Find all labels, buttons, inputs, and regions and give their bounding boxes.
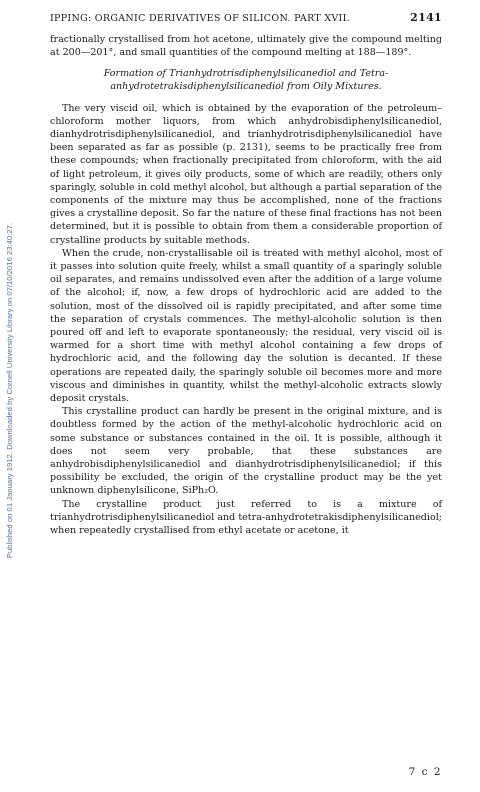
publication-watermark-text: Published on 01 January 1912. Downloaded by Cornell University Library on 07/10/2016 23:40:27. <box>5 222 15 558</box>
paragraph-crystalline-mixture: The crystalline product just referred to is a mixture of trianhydrotrisdiphenylsilicanediol and tetra-anhydrotetrakisdiphenylsilicanediol; when repeatedly crystallised from ethyl acetate or acetone, it <box>50 498 442 537</box>
publication-watermark <box>3 70 17 710</box>
paragraph-viscid-oil: The very viscid oil, which is obtained by the evaporation of the petroleum–chloroform mother liquors, from which anhydrobisdiphenylsilicanediol, dianhydrotrisdiphenylsilicanediol, and trianhydrotrisdiphenylsilicanediol have been separated as far as possible (p. 2131), seems to be practically free from these compounds; when fractionally precipitated from chloroform, with the aid of light petroleum, it gives oily products, some of which are readily, others only sparingly, soluble in cold methyl alcohol, but although a partial separation of the components of the mixture may thus be accomplished, none of the fractions gives a crystalline deposit. So far the nature of these final fractions has not been determined, but it is possible to obtain from them a considerable proportion of crystalline products by suitable methods. <box>50 102 442 246</box>
running-title: IPPING: ORGANIC DERIVATIVES OF SILICON. PART XVII. <box>50 13 350 24</box>
paragraph-crystalline-origin: This crystalline product can hardly be present in the original mixture, and is doubtless formed by the action of the methyl-alcoholic hydrochloric acid on some substance or substances contained in the oil. It is possible, although it does not seem very probable, that these substances are anhydrobisdiphenylsilicanediol and dianhydrotrisdiphenylsilicanediol; if this possibility be excluded, the origin of the crystalline product may be the yet unknown diphenylsilicone, SiPh₂O. <box>50 406 442 497</box>
paragraph-continuation: fractionally crystallised from hot acetone, ultimately give the compound melting at 200—201°, and small quantities of the compound melting at 188—189°. <box>50 34 442 59</box>
running-header <box>50 11 442 24</box>
page-number: 2141 <box>410 11 442 24</box>
signature-mark: 7 c 2 <box>408 766 442 778</box>
section-title: Formation of Trianhydrotrisdiphenylsilicanediol and Tetra-anhydrotetrakisdiphenylsilicanediol from Oily Mixtures. <box>103 68 389 92</box>
paragraph-methyl-alcohol-treatment: When the crude, non-crystallisable oil is treated with methyl alcohol, most of it passes into solution quite freely, whilst a small quantity of a sparingly soluble oil separates, and remains undissolved even after the addition of a large volume of the alcohol; if, now, a few drops of hydrochloric acid are added to the solution, most of the dissolved oil is rapidly precipitated, and after some time the separation of crystals commences. The methyl-alcoholic solution is then poured off and left to evaporate spontaneously; the residual, very viscid oil is warmed for a short time with methyl alcohol containing a few drops of hydrochloric acid, and the following day the solution is decanted. If these operations are repeated daily, the sparingly soluble oil becomes more and more viscous and diminishes in quantity, whilst the methyl-alcoholic extracts slowly deposit crystals. <box>50 247 442 405</box>
article-body <box>50 33 442 537</box>
